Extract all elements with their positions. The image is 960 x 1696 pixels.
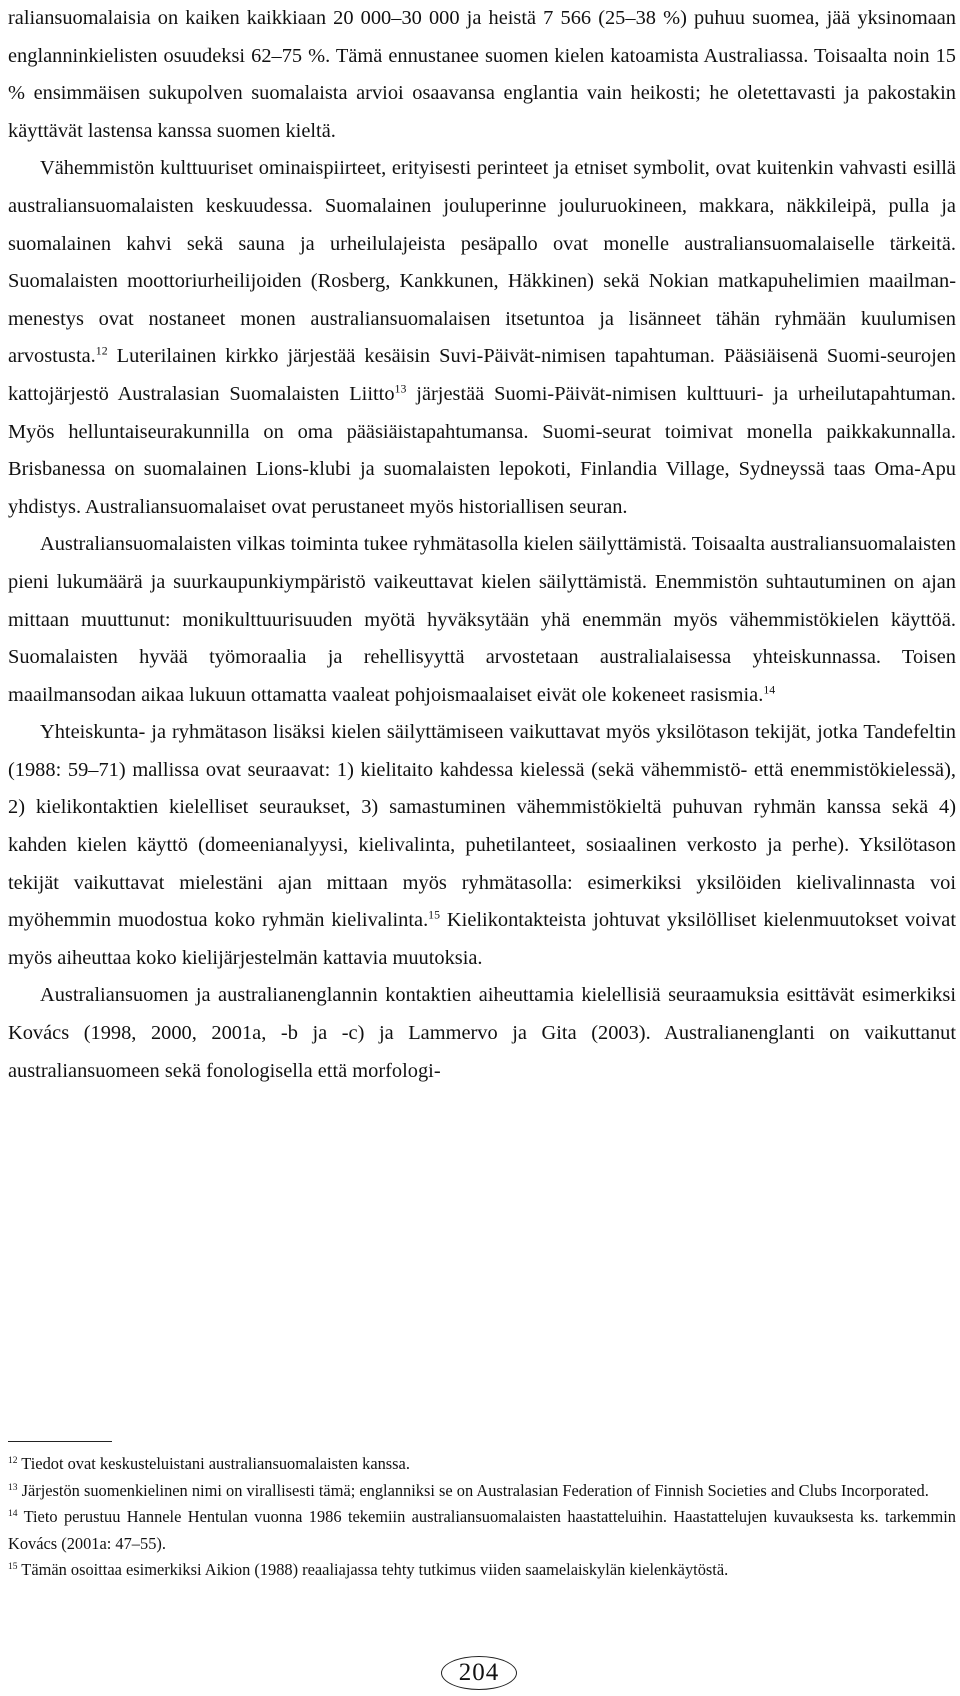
footnote-ref-15[interactable]: 15 — [428, 907, 440, 922]
page-body — [8, 0, 956, 1090]
footnote-number: 13 — [8, 1482, 18, 1493]
main-text — [8, 0, 956, 1090]
paragraph-5-text: Australiansuomen ja australianenglannin kontaktien aiheuttamia kielellisiä seuraamuksia esittävät esimerkiksi Kovács (1998, 2000, 2001a, -b ja -c) ja Lammervo ja Gita (2003). Australianenglanti on vaikuttanut australiansuomeen sekä fonologisella että morfologi- — [8, 984, 956, 1082]
paragraph-1-text: raliansuomalaisia on kaiken kaikkiaan 20 000–30 000 ja heistä 7 566 (25–38 %) puhuu suomea, jää yksinomaan englanninkielisten osuudeksi 62–75 %. Tämä ennustanee suomen kielen katoamista Australiassa. Toisaalta noin 15 % ensimmäisen sukupolven suomalaista arvioi osaavansa englantia vain heikosti; he oletettavasti ja pakostakin käyttävät lastensa kanssa suomen kieltä. — [8, 7, 956, 142]
paragraph-3-text: Australiansuomalaisten vilkas toiminta tukee ryhmätasolla kielen säilyttämistä. Toisaalta australiansuomalaisten pieni lukumäärä ja suurkaupunkiympäristö vaikeuttavat kielen säilyttämistä. Enemmistön suhtautuminen on ajan mittaan muuttunut: monikulttuurisuuden myötä hyväksytään yhä enemmän myös vähemmistökielen käyttöä. Suomalaisten hyvää työmoraalia ja rehellisyyttä arvostetaan australialaisessa yhteiskunnassa. Toisen maailmansodan aikaa lukuun ottamatta vaaleat pohjoismaalaiset eivät ole kokeneet rasismia. — [8, 533, 956, 706]
footnote-text: Tiedot ovat keskusteluistani australiansuomalaisten kanssa. — [17, 1454, 410, 1473]
footnote-divider — [8, 1441, 112, 1442]
paragraph-2-text-b: Luterilainen kirkko järjestää kesäisin Suvi-Päivät-nimisen tapahtuman. Pääsiäisenä Suomi-seurojen kattojärjestö Australasian Suomalaisten Liitto — [8, 345, 956, 405]
paragraph-4 — [8, 714, 956, 977]
paragraph-5 — [8, 977, 956, 1090]
paragraph-4-text-b: Kielikontakteista johtuvat yksilölliset kielenmuutokset voivat myös aiheuttaa koko kielijärjestelmän kattavia muutoksia. — [8, 909, 956, 969]
footnotes — [8, 1451, 956, 1584]
paragraph-3 — [8, 526, 956, 714]
footnote-text: Tieto perustuu Hannele Hentulan vuonna 1986 tekemiin australiansuomalaisten haastatteluihin. Haastattelujen kuvauksesta ks. tarkemmin Kovács (2001a: 47–55). — [8, 1507, 956, 1553]
footnote-text: Järjestön suomenkielinen nimi on virallisesti tämä; englanniksi se on Australasian Federation of Finnish Societies and Clubs Incorporated. — [17, 1480, 929, 1500]
footnote-ref-14[interactable]: 14 — [763, 682, 776, 697]
footnote-text: Tämän osoittaa esimerkiksi Aikion (1988) reaaliajassa tehty tutkimus viiden saamelaiskylän kielenkäytöstä. — [17, 1560, 729, 1580]
footnote-number: 15 — [8, 1562, 18, 1573]
paragraph-2-text-c: järjestää Suomi-Päivät-nimisen kulttuuri- ja urheilutapahtuman. Myös helluntaiseurakunnilla on oma pääsiäistapahtumansa. Suomi-seurat toimivat monella paikkakunnalla. Brisbanessa on suomalainen Lions-klubi ja suomalaisten lepokoti, Finlandia Village, Sydneyssä taas Oma-Apu yhdistys. Australiansuomalaiset ovat perustaneet myös historiallisen seuran. — [8, 382, 957, 518]
footnote-13 — [8, 1478, 956, 1505]
footnote-number: 12 — [8, 1456, 18, 1467]
paragraph-2 — [8, 150, 956, 526]
page-number: 204 — [441, 1656, 517, 1690]
footnote-number: 14 — [8, 1509, 18, 1520]
paragraph-1 — [8, 0, 956, 150]
footnote-15 — [8, 1557, 956, 1584]
footnote-12 — [8, 1451, 956, 1478]
footnote-ref-13[interactable]: 13 — [394, 381, 407, 396]
paragraph-2-text-a: Vähemmistön kulttuuriset ominaispiirteet, erityisesti perinteet ja etniset symbolit, ovat kuitenkin vahvasti esillä australiansuomalaisten keskuudessa. Suomalainen jouluperinne jouluruokineen, makkara, näkkileipä, pulla ja suomalainen kahvi sekä sauna ja urheilulajeista pesäpallo ovat monelle australiansuomalaiselle tärkeitä. Suomalaisten moottoriurheilijoiden (Rosberg, Kankkunen, Häkkinen) sekä Nokian matkapuhelimien maailmanmenestys ovat nostaneet monen australiansuomalaisen itsetuntoa ja lisänneet tähän ryhmään kuulumisen arvostusta. — [8, 157, 956, 368]
paragraph-4-text-a: Yhteiskunta- ja ryhmätason lisäksi kielen säilyttämiseen vaikuttavat myös yksilötason tekijät, jotka Tandefeltin (1988: 59–71) mallissa ovat seuraavat: 1) kielitaito kahdessa kielessä (sekä vähemmistö- että enemmistökielessä), 2) kielikontaktien kielelliset seuraukset, 3) samastuminen vähemmistökieltä puhuvan ryhmän kanssa sekä 4) kahden kielen käyttö (domeenianalyysi, kielivalinta, puhetilanteet, sosiaalinen verkosto ja perhe). Yksilötason tekijät vaikuttavat mielestäni ajan mittaan myös ryhmätasolla: esimerkiksi yksilöiden kielivalinnasta voi myöhemmin muodostua koko ryhmän kielivalinta. — [8, 721, 956, 932]
footnote-ref-12[interactable]: 12 — [95, 344, 108, 359]
footnote-14 — [8, 1504, 956, 1557]
